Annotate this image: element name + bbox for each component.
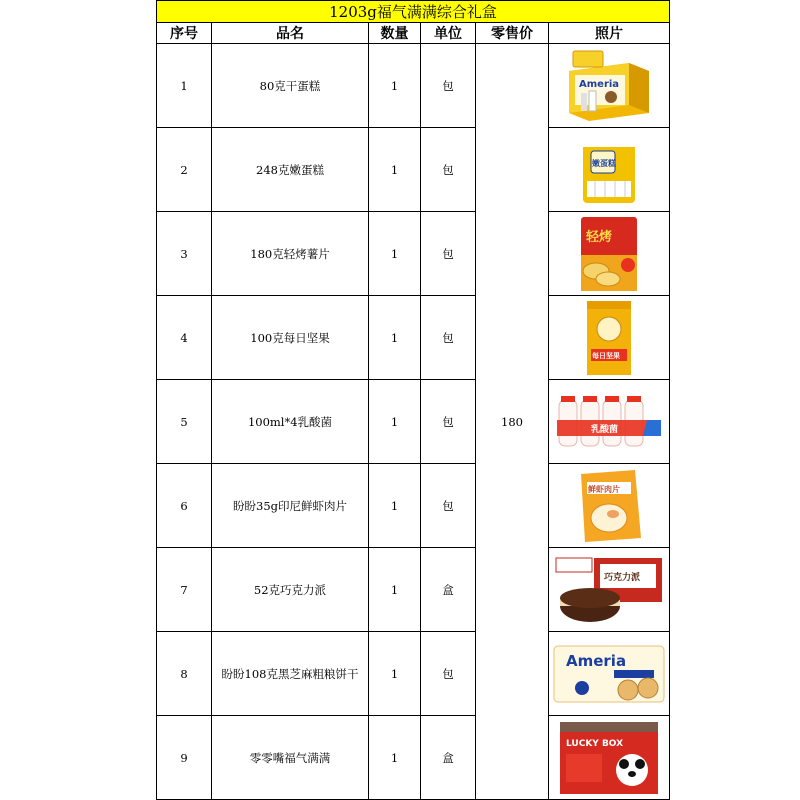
- item-unit: 盒: [421, 548, 476, 632]
- table-row: [157, 716, 670, 800]
- lucky-box-icon: [558, 720, 660, 796]
- table-title: 1203g福气满满综合礼盒: [157, 1, 670, 23]
- item-unit: 包: [421, 128, 476, 212]
- header-index: 序号: [157, 23, 212, 44]
- item-unit: 包: [421, 44, 476, 128]
- item-name: 零零嘴福气满满: [212, 716, 369, 800]
- svg-text:每日坚果: 每日坚果: [592, 351, 621, 360]
- item-name: 52克巧克力派: [212, 548, 369, 632]
- table-row: [157, 128, 670, 212]
- item-index: 8: [157, 632, 212, 716]
- item-unit: 包: [421, 380, 476, 464]
- svg-text:巧克力派: 巧克力派: [604, 572, 641, 583]
- item-qty: 1: [369, 380, 421, 464]
- item-unit: 包: [421, 464, 476, 548]
- svg-text:Ameria: Ameria: [566, 651, 627, 670]
- sesame-biscuit-icon: [552, 642, 666, 706]
- svg-text:鲜虾肉片: 鲜虾肉片: [588, 484, 621, 494]
- soft-cake-bag-icon: [579, 133, 639, 207]
- choco-pie-icon: [554, 554, 664, 626]
- svg-text:LUCKY BOX: LUCKY BOX: [566, 738, 624, 749]
- item-name: 100克每日坚果: [212, 296, 369, 380]
- item-unit: 包: [421, 632, 476, 716]
- item-index: 9: [157, 716, 212, 800]
- item-index: 3: [157, 212, 212, 296]
- table-row: [157, 548, 670, 632]
- chips-bag-icon: [578, 215, 640, 293]
- item-name: 248克嫩蛋糕: [212, 128, 369, 212]
- item-index: 6: [157, 464, 212, 548]
- item-index: 4: [157, 296, 212, 380]
- item-index: 1: [157, 44, 212, 128]
- item-qty: 1: [369, 296, 421, 380]
- table-row: [157, 464, 670, 548]
- item-unit: 包: [421, 212, 476, 296]
- gift-box-cake-icon: [563, 49, 655, 123]
- item-qty: 1: [369, 212, 421, 296]
- item-index: 5: [157, 380, 212, 464]
- table-row: [157, 632, 670, 716]
- item-qty: 1: [369, 548, 421, 632]
- table-row: [157, 380, 670, 464]
- gift-box-table: [156, 0, 670, 800]
- item-name: 盼盼35g印尼鲜虾肉片: [212, 464, 369, 548]
- item-name: 180克轻烤薯片: [212, 212, 369, 296]
- svg-text:嫩蛋糕: 嫩蛋糕: [592, 158, 617, 168]
- item-qty: 1: [369, 464, 421, 548]
- shrimp-chips-bag-icon: [573, 468, 645, 544]
- item-qty: 1: [369, 632, 421, 716]
- header-qty: 数量: [369, 23, 421, 44]
- item-name: 80克干蛋糕: [212, 44, 369, 128]
- table-row: [157, 296, 670, 380]
- svg-text:轻烤: 轻烤: [586, 229, 613, 245]
- header-photo: 照片: [549, 23, 670, 44]
- item-name: 100ml*4乳酸菌: [212, 380, 369, 464]
- nuts-bag-icon: [583, 299, 635, 377]
- header-unit: 单位: [421, 23, 476, 44]
- yogurt-bottles-icon: [555, 394, 663, 450]
- item-unit: 包: [421, 296, 476, 380]
- table-row: [157, 44, 670, 128]
- item-qty: 1: [369, 716, 421, 800]
- item-index: 2: [157, 128, 212, 212]
- item-qty: 1: [369, 128, 421, 212]
- header-name: 品名: [212, 23, 369, 44]
- item-qty: 1: [369, 44, 421, 128]
- item-unit: 盒: [421, 716, 476, 800]
- item-name: 盼盼108克黑芝麻粗粮饼干: [212, 632, 369, 716]
- svg-text:乳酸菌: 乳酸菌: [591, 424, 619, 435]
- item-index: 7: [157, 548, 212, 632]
- svg-text:Ameria: Ameria: [579, 78, 620, 90]
- retail-price: 180: [476, 44, 549, 800]
- table-row: [157, 212, 670, 296]
- header-price: 零售价: [476, 23, 549, 44]
